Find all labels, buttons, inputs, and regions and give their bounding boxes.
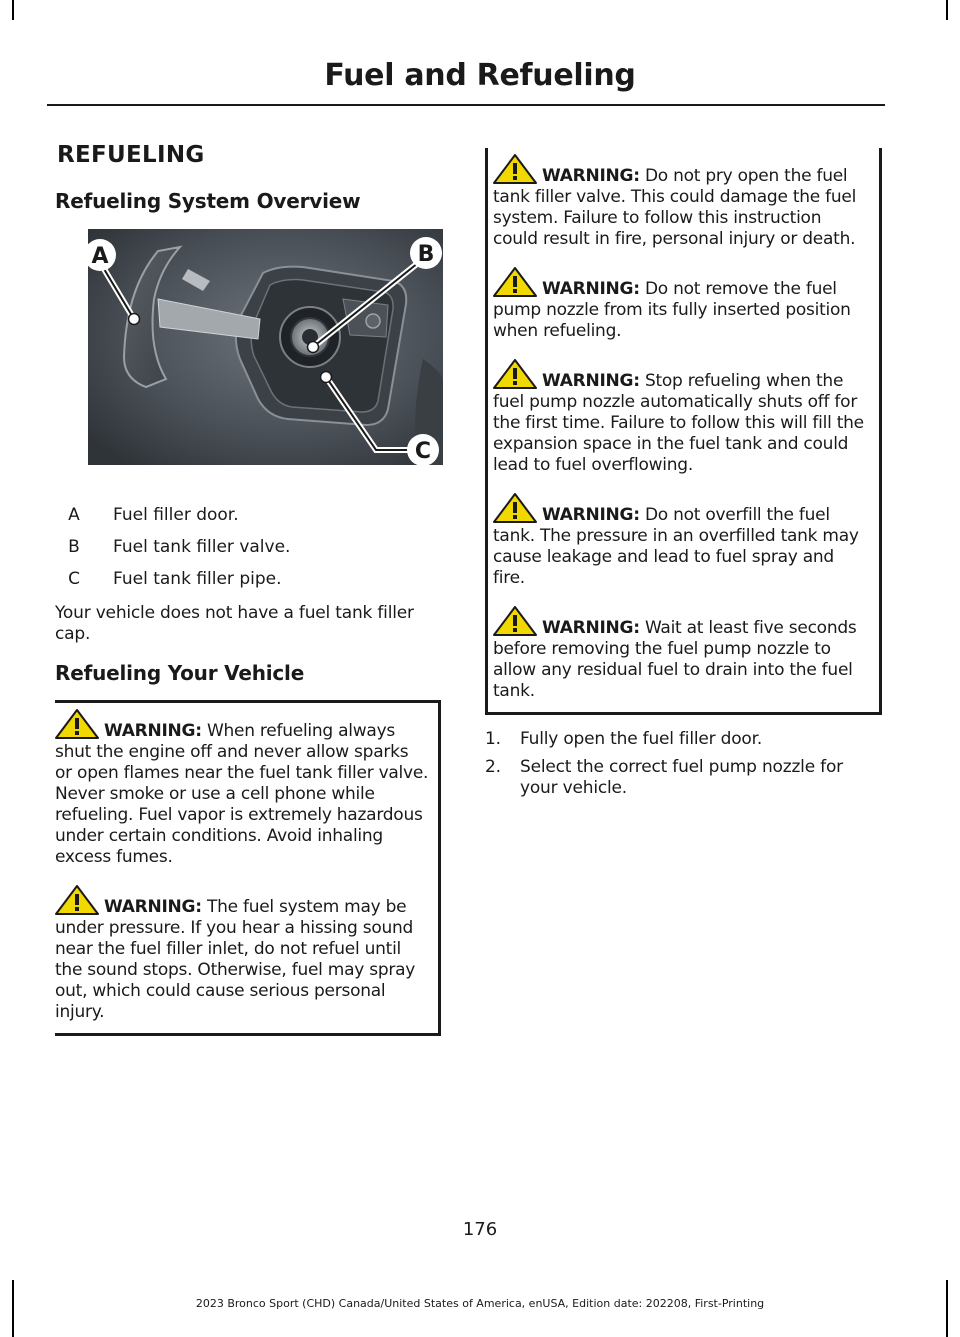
warning-label: WARNING: — [104, 897, 202, 917]
pointer-dot-c — [321, 372, 332, 383]
fuel-filler-diagram — [88, 229, 443, 465]
no-cap-paragraph: Your vehicle does not have a fuel tank filler cap. — [55, 603, 414, 644]
step-item — [485, 757, 878, 799]
page-footer: 2023 Bronco Sport (CHD) Canada/United States of America, enUSA, Edition date: 202208, First-Printing — [195, 1297, 765, 1310]
warning-text: Do not pry open the fuel tank filler valve. This could damage the fuel system. Failure to follow this instruction could result in fire, personal injury or death. — [493, 166, 857, 249]
warning-triangle-icon — [55, 709, 99, 739]
right-warning-box — [485, 148, 882, 715]
pointer-dot-a — [129, 314, 140, 325]
step-item — [485, 729, 878, 750]
pointer-dot-b — [308, 342, 319, 353]
warning-label: WARNING: — [542, 505, 640, 525]
legend-text: Fuel tank filler valve. — [113, 537, 291, 557]
warning-item — [493, 267, 871, 342]
crop-mark-top-left — [12, 0, 14, 20]
callout-label-c: C — [414, 439, 432, 464]
warning-text: Do not overfill the fuel tank. The pressure in an overfilled tank may cause leakage and lead to fuel spray and fire. — [493, 505, 859, 588]
warning-text: Stop refueling when the fuel pump nozzle automatically shuts off for the first time. Failure to follow this will fill the expansion space in the fuel tank and could lead to fuel overflowing. — [493, 371, 864, 475]
warning-triangle-icon — [55, 885, 99, 915]
refueling-steps — [485, 729, 878, 799]
bracket-bolt — [366, 314, 380, 328]
right-column — [485, 148, 878, 806]
header-rule — [47, 104, 885, 106]
warning-item — [493, 606, 871, 702]
warning-triangle-icon — [493, 154, 537, 184]
warning-item — [493, 154, 871, 250]
subsection-title: Refueling System Overview — [55, 189, 361, 213]
left-column — [55, 142, 445, 1036]
warning-text: Wait at least five seconds before removing the fuel pump nozzle to allow any residual fuel to drain into the fuel tank. — [493, 618, 857, 701]
legend-text: Fuel tank filler pipe. — [113, 569, 282, 589]
legend-item — [55, 569, 445, 589]
page-number: 176 — [462, 1219, 498, 1240]
warning-triangle-icon — [493, 493, 537, 523]
warning-item — [55, 885, 430, 1023]
warning-label: WARNING: — [542, 279, 640, 299]
legend-key: B — [68, 537, 80, 557]
callout-label-a: A — [91, 244, 109, 269]
legend-item — [55, 505, 445, 525]
warning-item — [493, 359, 871, 476]
warning-text: When refueling always shut the engine off and never allow sparks or open flames near the fuel tank filler valve. Never smoke or use a cell phone while refueling. Fuel vapor is extremely hazardous under certain conditions. Avoid inhaling excess fumes. — [55, 721, 429, 867]
legend-item — [55, 537, 445, 557]
warning-triangle-icon — [493, 606, 537, 636]
callout-label-b: B — [417, 242, 435, 267]
warning-item — [493, 493, 871, 589]
figure-legend — [55, 505, 445, 589]
warning-label: WARNING: — [542, 618, 640, 638]
step-text: Select the correct fuel pump nozzle for your vehicle. — [520, 757, 843, 798]
fuel-filler-illustration — [88, 229, 443, 465]
legend-text: Fuel filler door. — [113, 505, 239, 525]
warning-text: The fuel system may be under pressure. If you hear a hissing sound near the fuel filler inlet, do not refuel until the sound stops. Otherwise, fuel may spray out, which could cause serious personal injury. — [55, 897, 416, 1022]
warning-label: WARNING: — [542, 166, 640, 186]
warning-text: Do not remove the fuel pump nozzle from its fully inserted position when refueling. — [493, 279, 851, 341]
warning-label: WARNING: — [104, 721, 202, 741]
refueling-your-vehicle-title: Refueling Your Vehicle — [55, 661, 305, 685]
warning-item — [55, 709, 430, 868]
section-title: REFUELING — [57, 142, 205, 168]
legend-key: A — [68, 505, 80, 525]
legend-key: C — [68, 569, 80, 589]
warning-label: WARNING: — [542, 371, 640, 391]
step-number: 2. — [485, 757, 501, 777]
step-number: 1. — [485, 729, 501, 749]
step-text: Fully open the fuel filler door. — [520, 729, 763, 749]
crop-mark-top-right — [946, 0, 948, 20]
left-warning-box — [55, 700, 441, 1036]
warning-triangle-icon — [493, 359, 537, 389]
page-header-title: Fuel and Refueling — [324, 58, 636, 93]
warning-triangle-icon — [493, 267, 537, 297]
